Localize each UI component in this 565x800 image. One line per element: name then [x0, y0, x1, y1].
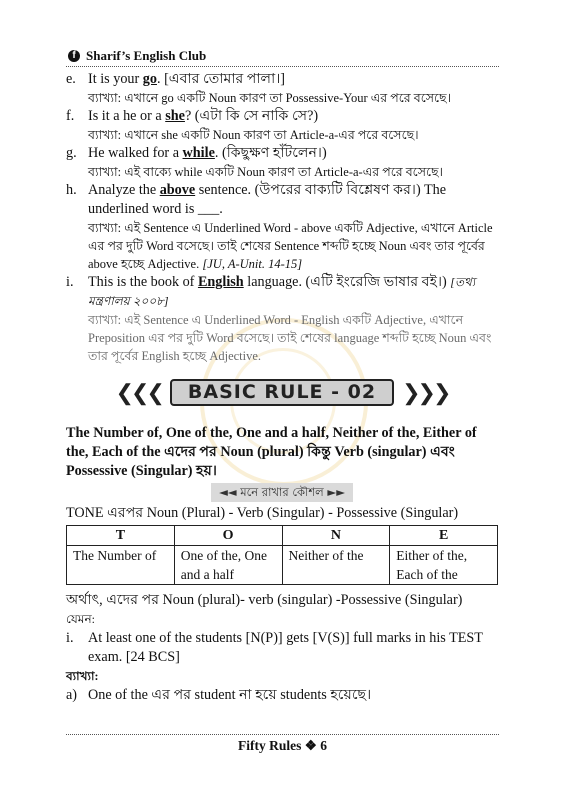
table-row: [67, 546, 498, 585]
memory-tip: [66, 483, 498, 502]
section-title: BASIC RULE - 02: [170, 379, 394, 406]
example-item-g: [66, 144, 498, 181]
item-translation: . [এবার তোমার পালা।]: [156, 71, 286, 87]
explanation-heading: ব্যাখ্যা:: [66, 669, 99, 683]
item-label: i.: [66, 274, 74, 290]
footer-divider: [66, 734, 499, 735]
example-heading: যেমন:: [66, 612, 95, 626]
table-header-row: [67, 526, 498, 546]
header-divider: [66, 66, 499, 67]
item-label: e.: [66, 71, 76, 87]
rule-statement: The Number of, One of the, One and a half, Neither of the, Either of the, Each of the এদের পর Noun (plural) কিন্তু Verb (singular) এবং Possessive (Singular) হয়।: [66, 425, 477, 479]
table-header-cell: T: [67, 526, 175, 546]
underlined-word: English: [197, 274, 244, 290]
example-item-h: [66, 181, 498, 273]
page-header: [68, 48, 206, 64]
explanation: ব্যাখ্যা: এখানে she একটি Noun কারণ তা Article-a-এর পরে বসেছে।: [88, 128, 419, 142]
item-text: It is your: [88, 71, 143, 87]
item-label: f.: [66, 108, 75, 124]
explanation: ব্যাখ্যা: এই Sentence এ Underlined Word - above একটি Adjective, এখানে Article এর পর দুটি Word বসেছে। তাই শেষের Sentence শব্দটি হচ্ছে Noun এবং তার পূর্বের above হচ্ছে Adjective.: [88, 221, 493, 271]
item-text: Is it a he or a: [88, 108, 166, 124]
table-cell: The Number of: [67, 546, 175, 585]
underlined-word: go: [142, 71, 157, 87]
example-item-e: [66, 70, 498, 107]
ornament-right-icon: ❯❯❯: [402, 380, 449, 405]
table-cell: Neither of the: [282, 546, 390, 585]
facebook-icon: f: [68, 50, 80, 62]
explanation: ব্যাখ্যা: এই Sentence এ Underlined Word - English একটি Adjective, এখানে Preposition এর পর দুটি Word বসেছে। তাই শেষের language শব্দটি হচ্ছে Noun এবং তার পূর্বের English হচ্ছে Adjective.: [88, 313, 492, 363]
page-footer: Fifty Rules ❖ 6: [238, 738, 327, 753]
tone-table: [66, 525, 498, 585]
item-text: This is the book of: [88, 274, 198, 290]
item-translation: ? (এটা কি সে নাকি সে?): [184, 108, 319, 124]
item-label: g.: [66, 145, 77, 161]
item-translation: . (কিছুক্ষণ হাঁটলেন।): [214, 145, 327, 161]
examples-list: [66, 70, 498, 365]
main-content: [66, 70, 498, 705]
summary-line: অর্থাৎ, এদের পর Noun (plural)- verb (singular) -Possessive (Singular): [66, 592, 463, 608]
example-item-i: [66, 273, 498, 365]
example-item-f: [66, 107, 498, 144]
table-cell: One of the, One and a half: [174, 546, 282, 585]
item-translation: sentence. (উপরের বাক্যটি বিশ্লেষণ কর।) The underlined word is ___.: [88, 182, 447, 217]
underlined-word: while: [182, 145, 215, 161]
tone-line: TONE এরপর Noun (Plural) - Verb (Singular) - Possessive (Singular): [66, 505, 459, 521]
item-text: Analyze the: [88, 182, 160, 198]
club-name: Sharif’s English Club: [86, 48, 207, 63]
underlined-word: she: [165, 108, 185, 124]
underlined-word: above: [159, 182, 196, 198]
exam-reference: [তথ্য মন্ত্রণালয় ২০০৮]: [88, 275, 476, 308]
item-text: At least one of the students [N(P)] gets [V(S)] full marks in his TEST exam. [24 BCS]: [88, 630, 483, 665]
explanation-item: [66, 686, 498, 705]
item-label: h.: [66, 182, 77, 198]
exam-reference: [JU, A-Unit. 14-15]: [202, 257, 303, 271]
section-banner: [66, 379, 498, 406]
explanation: ব্যাখ্যা: এখানে go একটি Noun কারণ তা Possessive-Your এর পরে বসেছে।: [88, 91, 452, 105]
ornament-left-icon: ❮❮❮: [115, 380, 162, 405]
item-text: One of the এর পর student না হয়ে students হয়েছে।: [88, 687, 372, 703]
item-label: i.: [66, 630, 74, 646]
item-label: a): [66, 687, 78, 703]
item-text: He walked for a: [88, 145, 183, 161]
explanation: ব্যাখ্যা: এই বাক্যে while একটি Noun কারণ তা Article-a-এর পরে বসেছে।: [88, 165, 444, 179]
table-header-cell: E: [390, 526, 498, 546]
table-cell: Either of the, Each of the: [390, 546, 498, 585]
table-header-cell: O: [174, 526, 282, 546]
example-sentence: [66, 629, 498, 667]
table-header-cell: N: [282, 526, 390, 546]
memory-tip-label: ◄◄ মনে রাখার কৌশল ►►: [211, 483, 353, 502]
item-translation: language. (এটি ইংরেজি ভাষার বই।): [243, 274, 451, 290]
